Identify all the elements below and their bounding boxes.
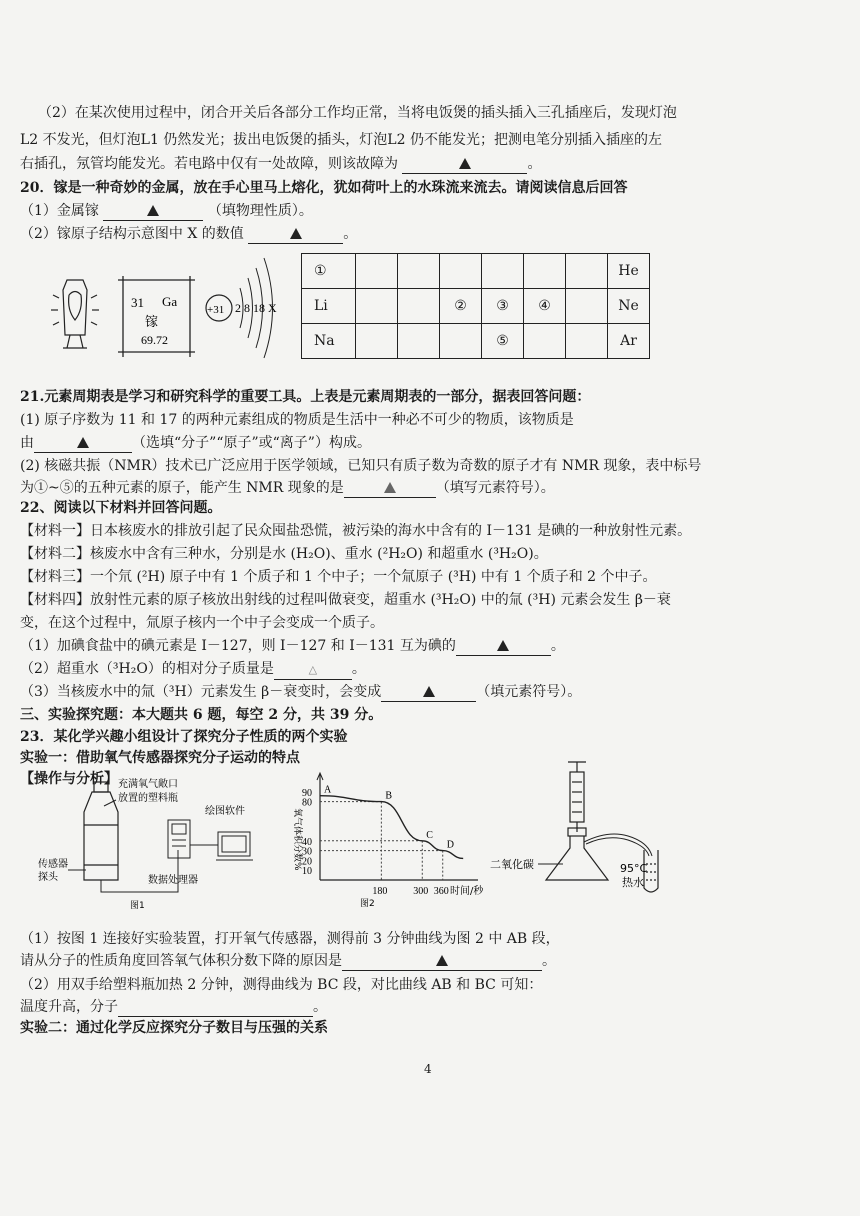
periodic-table [301, 253, 650, 359]
y-tick-label: 10 [302, 866, 312, 878]
figure-1-apparatus [38, 770, 278, 915]
periodic-cell [398, 289, 440, 324]
q19-line-2: L2 不发光，但灯泡L1 仍然发光；拔出电饭煲的插头，灯泡L2 仍不能发光；把测电笔分别插入插座的左 [20, 132, 662, 148]
experiment-1-title: 实验一：借助氧气传感器探究分子运动的特点 [20, 750, 300, 766]
period: 。 [343, 226, 358, 242]
point-label: B [385, 790, 393, 802]
gallium-hand-icon [51, 280, 99, 348]
period: 。 [351, 661, 366, 677]
y-tick-label: 40 [302, 836, 312, 848]
ga-mass: 69.72 [141, 333, 168, 347]
nucleus-charge: +31 [207, 304, 225, 316]
figure-1-caption: 图1 [130, 901, 145, 911]
periodic-cell: Ar [608, 324, 650, 359]
point-label: C [426, 829, 433, 841]
q23-sub2b [20, 998, 327, 1017]
computer-icon [216, 832, 253, 860]
periodic-cell [356, 254, 398, 289]
q19-line-3 [20, 155, 541, 174]
q21-sub1b [20, 434, 371, 453]
temperature-label: 95°C [620, 862, 648, 875]
answer-blank[interactable] [344, 479, 436, 498]
answer-blank[interactable] [34, 434, 132, 453]
x-tick-label: 180 [372, 886, 388, 897]
periodic-cell [356, 289, 398, 324]
gallium-atom-structure [206, 258, 277, 358]
processor-label: 数据处理器 [148, 875, 198, 886]
hot-water-label: 热水 [622, 876, 644, 889]
q21-sub1: (1) 原子序数为 11 和 17 的两种元素组成的物质是生活中一种必不可少的物质，该物质是 [20, 412, 574, 428]
q22-material-3: 【材料三】一个氘 (²H) 原子中有 1 个质子和 1 个中子；一个氚原子 (³H) 中有 1 个质子和 2 个中子。 [20, 569, 657, 585]
q22-sub2-text: （2）超重水（³H₂O）的相对分子质量是 [20, 661, 274, 677]
periodic-cell: Li [302, 289, 356, 324]
q22-sub3-hint: （填元素符号）。 [476, 684, 582, 700]
q21-sub2b-hint: （填写元素符号）。 [435, 480, 555, 496]
q23-sub1: （1）按图 1 连接好实验装置，打开氧气传感器，测得前 3 分钟曲线为图 2 中 AB 段， [20, 931, 560, 947]
x-tick-label: 300 [413, 886, 429, 897]
x-tick-label: 360 [433, 886, 449, 897]
q20-sub1-hint: （填物理性质）。 [207, 203, 313, 219]
triangle-icon [436, 955, 448, 966]
gallium-figure [45, 240, 300, 360]
sensor-label-2: 探头 [38, 872, 58, 883]
triangle-icon [290, 228, 302, 239]
point-label: A [324, 784, 332, 796]
series-line [320, 796, 463, 859]
q22-sub3-text: （3）当核废水中的氚（³H）元素发生 β－衰变时，会变成 [20, 684, 382, 700]
periodic-cell [524, 324, 566, 359]
triangle-icon [77, 437, 89, 448]
q21-intro: 21.元素周期表是学习和研究科学的重要工具。上表是元素周期表的一部分，据表回答问题： [20, 389, 591, 405]
answer-blank[interactable] [381, 683, 476, 702]
x-axis-label: 时间/秒 [450, 886, 484, 897]
answer-blank[interactable] [103, 202, 203, 221]
periodic-cell [482, 254, 524, 289]
periodic-cell: Na [302, 324, 356, 359]
periodic-row [302, 289, 650, 324]
period: 。 [542, 953, 556, 969]
electron-shells: 2 8 18 X [235, 301, 277, 315]
triangle-icon [423, 686, 435, 697]
q19-line-1: （2）在某次使用过程中，闭合开关后各部分工作均正常，当将电饭煲的插头插入三孔插座后，发现灯泡 [38, 105, 677, 121]
triangle-icon [459, 158, 471, 169]
sensor-label-1: 传感器 [38, 859, 68, 870]
periodic-cell: ① [302, 254, 356, 289]
experiment-2-title: 实验二：通过化学反应探究分子数目与压强的关系 [20, 1020, 328, 1036]
answer-blank[interactable] [118, 998, 313, 1017]
periodic-cell [566, 289, 608, 324]
q20-sub2-text: （2）镓原子结构示意图中 X 的数值 [20, 226, 244, 242]
q22-sub3 [20, 683, 581, 702]
y-tick-label: 80 [302, 797, 312, 809]
q23-intro: 23．某化学兴趣小组设计了探究分子性质的两个实验 [20, 729, 348, 745]
q21-sub1b-hint: （选填“分子”“原子”或“离子”）构成。 [132, 435, 371, 451]
figure-2-chart [285, 768, 510, 913]
periodic-cell: ⑤ [482, 324, 524, 359]
y-tick-label: 30 [302, 846, 312, 858]
operation-analysis: 【操作与分析】 [20, 771, 118, 787]
periodic-cell [440, 324, 482, 359]
periodic-cell [440, 254, 482, 289]
q23-sub1b-text: 请从分子的性质角度回答氧气体积分数下降的原因是 [20, 953, 342, 969]
q23-sub1b [20, 952, 556, 971]
section-3-title: 三、实验探究题：本大题共 6 题，每空 2 分，共 39 分。 [20, 707, 383, 723]
q22-material-4b: 变，在这个过程中，氚原子核内一个中子会变成一个质子。 [20, 615, 384, 631]
y-tick-label: 90 [302, 787, 312, 799]
q22-sub1-text: （1）加碘食盐中的碘元素是 I－127，则 I－127 和 I－131 互为碘的 [20, 638, 456, 654]
triangle-icon [497, 640, 509, 651]
y-axis-label: 氧气体积分数% [292, 808, 302, 871]
q21-sub2b-text: 为①~⑤的五种元素的原子，能产生 NMR 现象的是 [20, 480, 344, 496]
q20-intro: 20．镓是一种奇妙的金属，放在手心里马上熔化，犹如荷叶上的水珠流来流去。请阅读信息后回答 [20, 180, 628, 196]
point-label: D [446, 839, 454, 851]
periodic-cell: He [608, 254, 650, 289]
q21-sub1b-text: 由 [20, 435, 34, 451]
period: 。 [550, 638, 565, 654]
plastic-bottle-icon [84, 782, 118, 880]
figure-3-apparatus [488, 760, 688, 895]
ga-atomic-number: 31 [131, 295, 144, 310]
periodic-cell [566, 324, 608, 359]
q20-sub1 [20, 202, 313, 221]
periodic-cell [398, 254, 440, 289]
periodic-cell: Ne [608, 289, 650, 324]
y-tick-label: 20 [302, 856, 312, 868]
q20-sub1-text: （1）金属镓 [20, 203, 99, 219]
bottle-label-2: 放置的塑料瓶 [118, 793, 178, 804]
periodic-cell [524, 254, 566, 289]
syringe-icon [568, 762, 586, 832]
q23-sub2b-text: 温度升高，分子 [20, 999, 118, 1015]
periodic-cell: ③ [482, 289, 524, 324]
q23-sub2: （2）用双手给塑料瓶加热 2 分钟，测得曲线为 BC 段，对比曲线 AB 和 BC 可知： [20, 977, 543, 993]
periodic-cell: ② [440, 289, 482, 324]
co2-label: 二氧化碳 [490, 858, 534, 871]
q22-material-1: 【材料一】日本核废水的排放引起了民众囤盐恐慌，被污染的海水中含有的 I－131 是碘的一种放射性元素。 [20, 523, 692, 539]
triangle-icon [147, 205, 159, 216]
q22-material-4: 【材料四】放射性元素的原子核放出射线的过程叫做衰变，超重水 (³H₂O) 中的氚 (³H) 元素会发生 β－衰 [20, 592, 671, 608]
q22-sub1 [20, 637, 565, 656]
periodic-cell: ④ [524, 289, 566, 324]
q21-sub2b [20, 479, 555, 498]
answer-blank[interactable] [342, 952, 542, 971]
periodic-cell [398, 324, 440, 359]
data-processor-icon [168, 820, 190, 858]
bottle-label-1: 充满氧气敞口 [118, 779, 178, 790]
periodic-row [302, 254, 650, 289]
q22-intro: 22、阅读以下材料并回答问题。 [20, 500, 222, 516]
gallium-element-card [118, 276, 195, 357]
period: 。 [527, 156, 542, 172]
answer-blank[interactable] [402, 155, 527, 174]
answer-blank[interactable] [456, 637, 551, 656]
period: 。 [313, 999, 327, 1015]
ga-symbol: Ga [162, 294, 178, 309]
figure-2-caption: 图2 [360, 899, 375, 909]
answer-blank[interactable]: △ [274, 660, 352, 680]
ga-name: 镓 [145, 315, 159, 330]
software-label: 绘图软件 [205, 806, 245, 817]
q22-sub2 [20, 660, 366, 680]
page-number: 4 [424, 1062, 432, 1076]
q19-line-3-text: 右插孔，氖管均能发光。若电路中仅有一处故障，则该故障为 [20, 156, 398, 172]
periodic-cell [566, 254, 608, 289]
periodic-row [302, 324, 650, 359]
periodic-cell [356, 324, 398, 359]
triangle-icon [384, 482, 396, 493]
q21-sub2: (2) 核磁共振（NMR）技术已广泛应用于医学领域，已知只有质子数为奇数的原子才有 NMR 现象，表中标号 [20, 458, 702, 474]
q22-material-2: 【材料二】核废水中含有三种水，分别是水 (H₂O)、重水 (²H₂O) 和超重水 (³H₂O)。 [20, 546, 548, 562]
